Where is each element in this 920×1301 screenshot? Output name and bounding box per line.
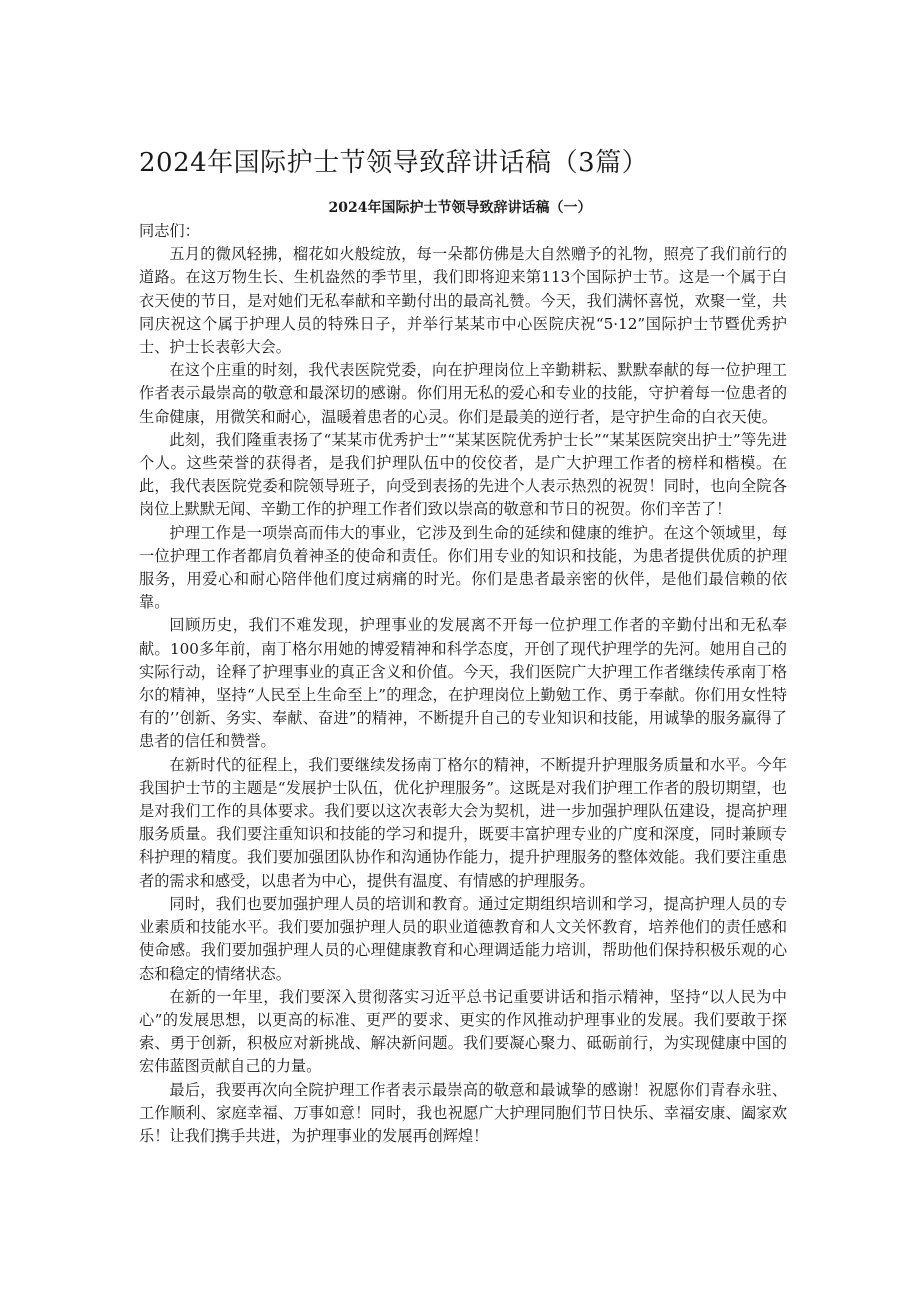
paragraph: 此刻，我们隆重表扬了“某某市优秀护士”“某某医院优秀护士长”“某某医院突出护士”等先进个人。这些荣誉的获得者，是我们护理队伍中的佼佼者，是广大护理工作者的榜样和楷模。在此，我代表医院党委和院领导班子，向受到表扬的先进个人表示热烈的祝贺！同时，也向全院各岗位上默默无闻、辛勤工作的护理工作者们致以崇高的敬意和节日的祝贺。你们辛苦了！ bbox=[139, 430, 787, 519]
paragraph: 在这个庄重的时刻，我代表医院党委，向在护理岗位上辛勤耕耘、默默奉献的每一位护理工作者表示最崇高的敬意和最深切的感谢。你们用无私的爱心和专业的技能，守护着每一位患者的生命健康，用微笑和耐心，温暖着患者的心灵。你们是最美的逆行者，是守护生命的白衣天使。 bbox=[139, 361, 787, 426]
section-subtitle: 2024年国际护士节领导致辞讲话稿（一） bbox=[328, 200, 592, 216]
paragraph: 护理工作是一项崇高而伟大的事业，它涉及到生命的延续和健康的维护。在这个领域里，每一位护理工作者都肩负着神圣的使命和责任。你们用专业的知识和技能，为患者提供优质的护理服务，用爱心和耐心陪伴他们度过病痛的时光。你们是患者最亲密的伙伴，是他们最信赖的依靠。 bbox=[139, 523, 787, 612]
paragraph: 最后，我要再次向全院护理工作者表示最崇高的敬意和最诚挚的感谢！祝愿你们青春永驻、工作顺利、家庭幸福、万事如意！同时，我也祝愿广大护理同胞们节日快乐、幸福安康、阖家欢乐！让我们携手共进，为护理事业的发展再创辉煌！ bbox=[139, 1080, 787, 1145]
paragraph: 同时，我们也要加强护理人员的培训和教育。通过定期组织培训和学习，提高护理人员的专业素质和技能水平。我们要加强护理人员的职业道德教育和人文关怀教育，培养他们的责任感和使命感。我们要加强护理人员的心理健康教育和心理调适能力培训，帮助他们保持积极乐观的心态和稳定的情绪状态。 bbox=[139, 894, 787, 983]
document-title: 2024年国际护士节领导致辞讲话稿（3篇） bbox=[139, 148, 649, 178]
paragraph: 回顾历史，我们不难发现，护理事业的发展离不开每一位护理工作者的辛勤付出和无私奉献。100多年前，南丁格尔用她的博爱精神和科学态度，开创了现代护理学的先河。她用自己的实际行动，诠释了护理事业的真正含义和价值。今天，我们医院广大护理工作者继续传承南丁格尔的精神，坚持“人民至上生命至上”的理念，在护理岗位上勤勉工作、勇于奉献。你们用女性特有的’’创新、务实、奉献、奋进”的精神，不断提升自己的专业知识和技能，用诚挚的服务赢得了患者的信任和赞誉。 bbox=[139, 616, 787, 751]
paragraph: 在新时代的征程上，我们要继续发扬南丁格尔的精神，不断提升护理服务质量和水平。今年我国护士节的主题是“发展护士队伍，优化护理服务”。这既是对我们护理工作者的殷切期望，也是对我们工作的具体要求。我们要以这次表彰大会为契机，进一步加强护理队伍建设，提高护理服务质量。我们要注重知识和技能的学习和提升，既要丰富护理专业的广度和深度，同时兼顾专科护理的精度。我们要加强团队协作和沟通协作能力，提升护理服务的整体效能。我们要注重患者的需求和感受，以患者为中心，提供有温度、有情感的护理服务。 bbox=[139, 755, 787, 890]
paragraph: 在新的一年里，我们要深入贯彻落实习近平总书记重要讲话和指示精神，坚持“以人民为中心”的发展思想，以更高的标准、更严的要求、更实的作风推动护理事业的发展。我们要敢于探索、勇于创新，积极应对新挑战、解决新问题。我们要凝心聚力、砥砺前行，为实现健康中国的宏伟蓝图贡献自己的力量。 bbox=[139, 987, 787, 1076]
paragraph: 五月的微风轻拂，榴花如火般绽放，每一朵都仿佛是大自然赠予的礼物，照亮了我们前行的道路。在这万物生长、生机盎然的季节里，我们即将迎来第113个国际护士节。这是一个属于白衣天使的节日，是对她们无私奉献和辛勤付出的最高礼赞。今天，我们满怀喜悦，欢聚一堂，共同庆祝这个属于护理人员的特殊日子，并举行某某市中心医院庆祝“5·12”国际护士节暨优秀护士、护士长表彰大会。 bbox=[139, 245, 787, 357]
greeting: 同志们： bbox=[139, 222, 200, 240]
speech-body bbox=[139, 220, 787, 1148]
